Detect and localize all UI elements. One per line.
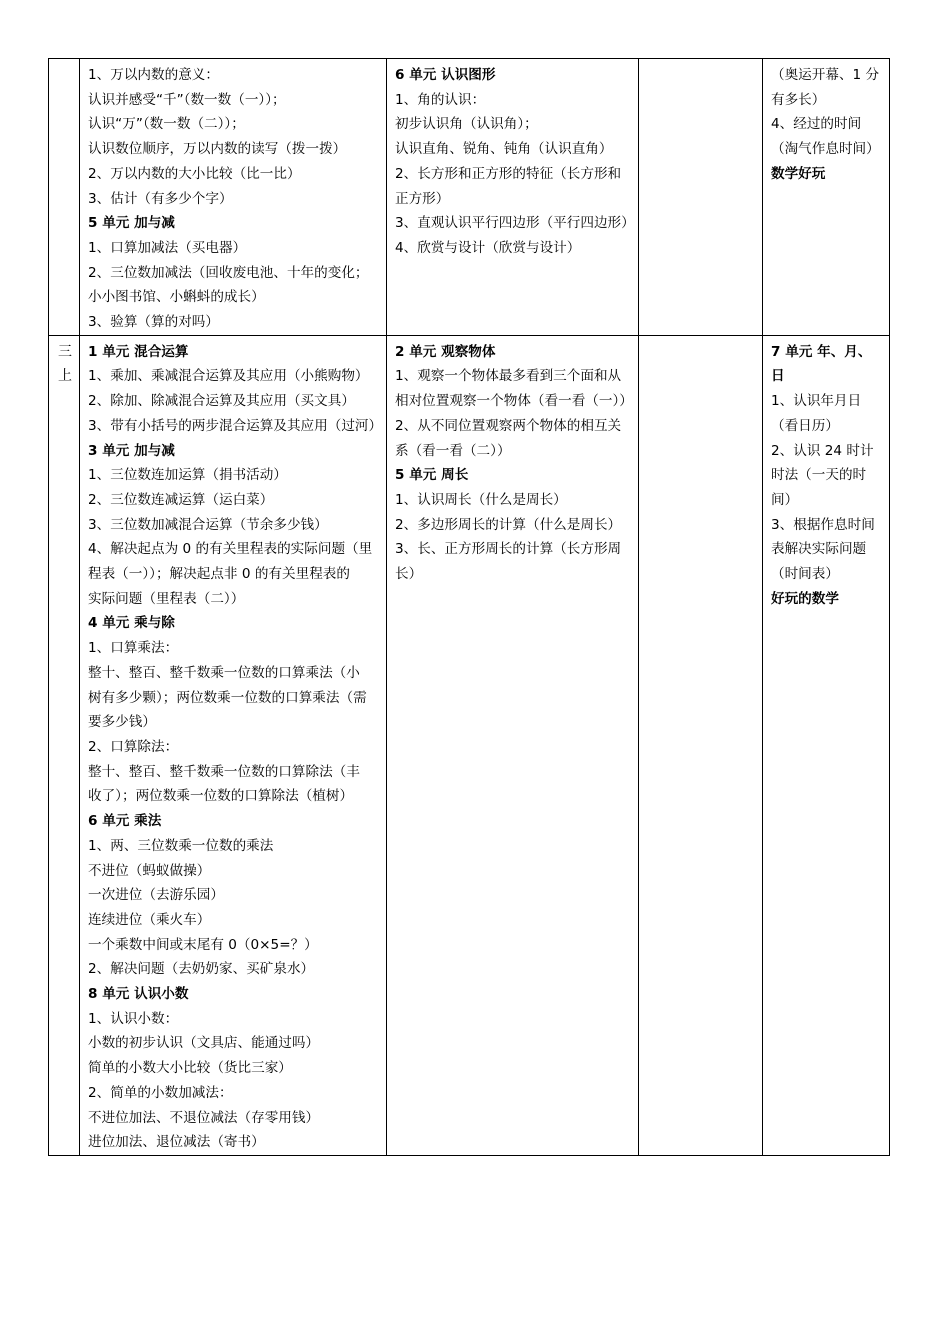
grade-cell bbox=[49, 59, 80, 336]
content-line: 1、认识年月日 bbox=[771, 393, 862, 410]
content-line: 2、三位数连减运算（运白菜） bbox=[88, 491, 274, 508]
unit-heading: 数学好玩 bbox=[771, 165, 826, 182]
content-line: 整十、整百、整千数乘一位数的口算乘法（小 bbox=[88, 664, 360, 681]
content-line: 认识并感受“千”（数一数（一））； bbox=[88, 91, 286, 108]
content-line: 时法（一天的时 bbox=[771, 467, 867, 484]
grade-label: 三上 bbox=[58, 343, 72, 384]
content-line: 进位加法、退位减法（寄书） bbox=[88, 1134, 265, 1151]
content-line: 间） bbox=[771, 491, 799, 508]
unit-heading: 6 单元 认识图形 bbox=[395, 67, 496, 83]
content-line: 认识直角、锐角、钝角（认识直角） bbox=[395, 141, 613, 158]
content-line: 认识“万”（数一数（二））； bbox=[88, 116, 245, 133]
unit-heading: 8 单元 认识小数 bbox=[88, 986, 189, 1003]
content-line: 连续进位（乘火车） bbox=[88, 911, 211, 928]
content-line: 一个乘数中间或末尾有 0（0×5=？） bbox=[88, 936, 318, 953]
content-line: 1、认识周长（什么是周长） bbox=[395, 491, 567, 508]
content-line: 1、口算加减法（买电器） bbox=[88, 239, 247, 256]
content-line: 2、三位数加减法（回收废电池、十年的变化； bbox=[88, 264, 369, 281]
content-line: 3、估计（有多少个字） bbox=[88, 190, 233, 207]
content-cell-4 bbox=[763, 59, 890, 336]
content-line: 2、长方形和正方形的特征（长方形和 bbox=[395, 165, 622, 182]
content-line: 相对位置观察一个物体（看一看（一）） bbox=[395, 393, 633, 410]
content-line: 3、长、正方形周长的计算（长方形周 bbox=[395, 541, 622, 558]
unit-heading: 6 单元 乘法 bbox=[88, 813, 162, 830]
content-line: 1、观察一个物体最多看到三个面和从 bbox=[395, 368, 622, 385]
content-line: 长） bbox=[395, 566, 423, 583]
content-line: （看日历） bbox=[771, 417, 839, 434]
unit-heading: 3 单元 加与减 bbox=[88, 442, 175, 459]
content-cell-3 bbox=[639, 59, 763, 336]
content-line: 2、多边形周长的计算（什么是周长） bbox=[395, 516, 622, 533]
content-line: 要多少钱） bbox=[88, 714, 156, 731]
content-line: （淘气作息时间） bbox=[771, 141, 880, 158]
content-line: 2、从不同位置观察两个物体的相互关 bbox=[395, 417, 622, 434]
content-line: 不进位（蚂蚁做操） bbox=[88, 862, 211, 879]
content-line: 2、解决问题（去奶奶家、买矿泉水） bbox=[88, 961, 315, 978]
content-line: 小小图书馆、小蝌蚪的成长） bbox=[88, 289, 265, 306]
content-line: 3、根据作息时间 bbox=[771, 516, 875, 533]
content-line: 小数的初步认识（文具店、能通过吗） bbox=[88, 1035, 320, 1052]
unit-heading: 7 单元 年、月、 bbox=[771, 343, 872, 360]
content-cell-1 bbox=[80, 335, 387, 1155]
table-row bbox=[49, 59, 890, 336]
content-line: 3、验算（算的对吗） bbox=[88, 314, 219, 331]
content-line: 不进位加法、不退位减法（存零用钱） bbox=[88, 1109, 320, 1126]
content-line: 2、除加、除减混合运算及其应用（买文具） bbox=[88, 393, 355, 410]
content-line: 系（看一看（二）） bbox=[395, 442, 511, 459]
content-line: （奥运开幕、1 分 bbox=[771, 67, 880, 83]
content-line: 2、万以内数的大小比较（比一比） bbox=[88, 165, 301, 182]
unit-heading: 2 单元 观察物体 bbox=[395, 343, 496, 360]
content-line: 3、三位数加减混合运算（节余多少钱） bbox=[88, 516, 328, 533]
content-line: 1、认识小数： bbox=[88, 1010, 179, 1027]
unit-heading: 4 单元 乘与除 bbox=[88, 615, 175, 632]
content-line: 1、万以内数的意义： bbox=[88, 67, 219, 83]
content-line: 实际问题（里程表（二）） bbox=[88, 590, 245, 607]
content-line: 认识数位顺序，万以内数的读写（拨一拨） bbox=[88, 141, 347, 158]
unit-heading: 日 bbox=[771, 368, 785, 385]
content-line: 表解决实际问题 bbox=[771, 541, 867, 558]
content-line: 2、口算除法： bbox=[88, 738, 179, 755]
content-cell-1 bbox=[80, 59, 387, 336]
content-line: 2、简单的小数加减法： bbox=[88, 1084, 233, 1101]
content-line: 整十、整百、整千数乘一位数的口算除法（丰 bbox=[88, 763, 360, 780]
content-line: 1、两、三位数乘一位数的乘法 bbox=[88, 837, 274, 854]
content-line: 正方形） bbox=[395, 190, 450, 207]
content-line: 3、直观认识平行四边形（平行四边形） bbox=[395, 215, 635, 232]
content-line: 1、三位数连加运算（捐书活动） bbox=[88, 467, 287, 484]
content-cell-3 bbox=[639, 335, 763, 1155]
content-line: 4、欣赏与设计（欣赏与设计） bbox=[395, 239, 581, 256]
content-line: 1、口算乘法： bbox=[88, 640, 179, 657]
content-cell-2 bbox=[387, 335, 639, 1155]
content-line: 收了）；两位数乘一位数的口算除法（植树） bbox=[88, 788, 354, 805]
unit-heading: 好玩的数学 bbox=[771, 590, 839, 607]
content-line: 3、带有小括号的两步混合运算及其应用（过河） bbox=[88, 417, 383, 434]
unit-heading: 5 单元 加与减 bbox=[88, 215, 175, 232]
table-row bbox=[49, 335, 890, 1155]
content-line: 有多长） bbox=[771, 91, 826, 108]
content-line: 1、角的认识： bbox=[395, 91, 486, 108]
content-cell-4 bbox=[763, 335, 890, 1155]
unit-heading: 1 单元 混合运算 bbox=[88, 343, 189, 360]
content-line: 4、解决起点为 0 的有关里程表的实际问题（里 bbox=[88, 541, 373, 558]
content-line: 一次进位（去游乐园） bbox=[88, 887, 224, 904]
content-line: 简单的小数大小比较（货比三家） bbox=[88, 1060, 292, 1077]
content-line: 树有多少颗）；两位数乘一位数的口算乘法（需 bbox=[88, 689, 367, 706]
curriculum-table bbox=[48, 58, 890, 1156]
content-line: 初步认识角（认识角）； bbox=[395, 116, 538, 133]
content-line: 2、认识 24 时计 bbox=[771, 442, 874, 459]
unit-heading: 5 单元 周长 bbox=[395, 467, 469, 484]
content-line: 1、乘加、乘减混合运算及其应用（小熊购物） bbox=[88, 368, 369, 385]
content-line: 程表（一））；解决起点非 0 的有关里程表的 bbox=[88, 566, 350, 583]
content-line: 4、经过的时间 bbox=[771, 116, 862, 133]
content-cell-2 bbox=[387, 59, 639, 336]
content-line: （时间表） bbox=[771, 566, 839, 583]
grade-cell bbox=[49, 335, 80, 1155]
